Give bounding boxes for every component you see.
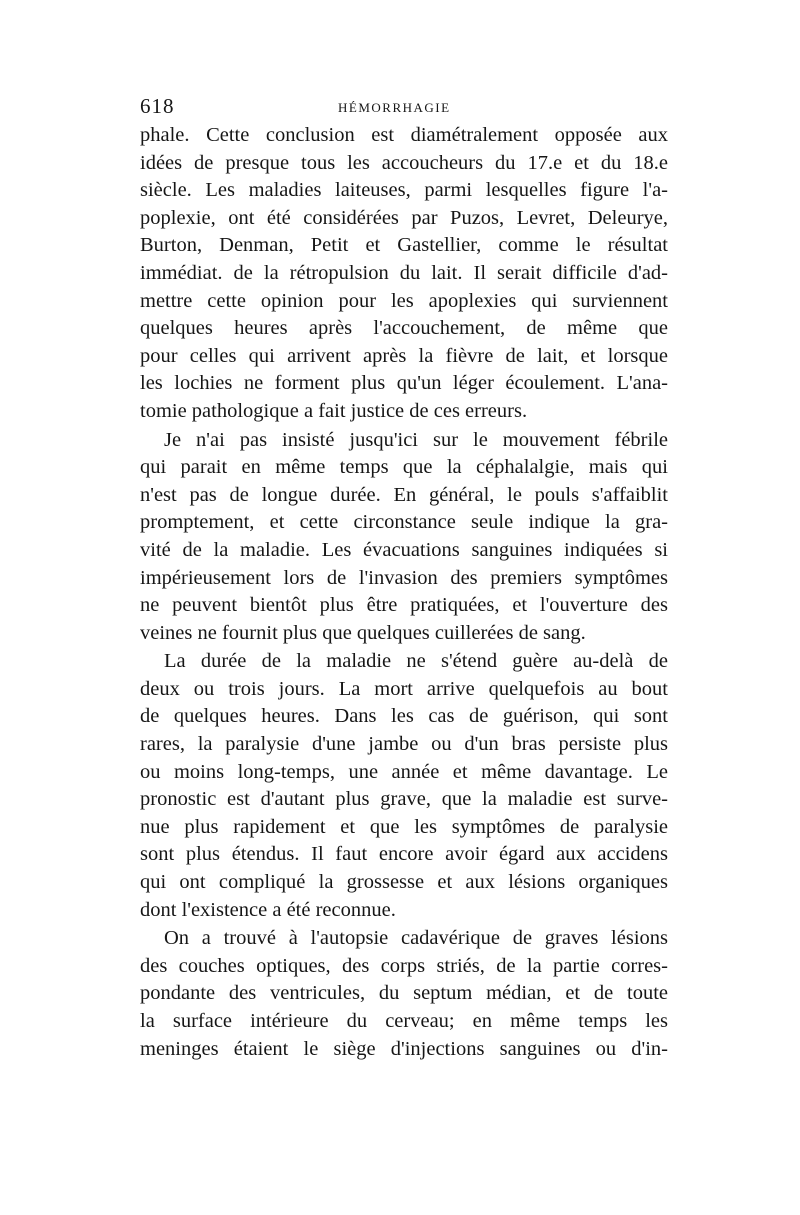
text-line: de quelques heures. Dans les cas de guérison, qui sont — [140, 705, 668, 728]
text-line: ou moins long-temps, une année et même davantage. Le — [140, 760, 668, 783]
running-title: HÉMORRHAGIE — [338, 100, 451, 115]
text-line: nue plus rapidement et que les symptômes de paralysie — [140, 815, 668, 838]
text-line: mettre cette opinion pour les apoplexies qui surviennent — [140, 289, 668, 312]
text-line: immédiat. de la rétropulsion du lait. Il serait difficile d'ad- — [140, 261, 668, 284]
text-line: qui parait en même temps que la céphalalgie, mais qui — [140, 456, 668, 479]
text-line: rares, la paralysie d'une jambe ou d'un bras persiste plus — [140, 733, 668, 756]
text-line: meninges étaient le siège d'injections sanguines ou d'in- — [140, 1037, 668, 1060]
text-line: la surface intérieure du cerveau; en même temps les — [140, 1010, 668, 1032]
text-line: ne peuvent bientôt plus être pratiquées, et l'ouverture des — [140, 594, 668, 617]
text-line: les lochies ne forment plus qu'un léger écoulement. L'ana- — [140, 372, 668, 395]
text-line: pour celles qui arrivent après la fièvre de lait, et lorsque — [140, 344, 668, 367]
text-line: veines ne fournit plus que quelques cuillerées de sang. — [140, 621, 586, 644]
text-line: Je n'ai pas insisté jusqu'ici sur le mouvement fébrile — [164, 428, 668, 451]
text-line: des couches optiques, des corps striés, de la partie corres- — [140, 954, 668, 977]
text-line: siècle. Les maladies laiteuses, parmi lesquelles figure l'a- — [140, 179, 668, 202]
text-line: On a trouvé à l'autopsie cadavérique de graves lésions — [164, 927, 668, 950]
text-line: poplexie, ont été considérées par Puzos, Levret, Deleurye, — [140, 206, 668, 229]
body-text — [140, 122, 668, 1063]
text-line: dont l'existence a été reconnue. — [140, 898, 396, 921]
text-line: La durée de la maladie ne s'étend guère au-delà de — [164, 650, 668, 673]
text-line: vité de la maladie. Les évacuations sanguines indiquées si — [140, 538, 668, 561]
text-line: pronostic est d'autant plus grave, que la maladie est surve- — [140, 788, 668, 811]
text-line: sont plus étendus. Il faut encore avoir égard aux accidens — [140, 843, 668, 866]
text-line: qui ont compliqué la grossesse et aux lésions organiques — [140, 871, 668, 894]
text-line: n'est pas de longue durée. En général, le pouls s'affaiblit — [140, 483, 668, 506]
text-line: Burton, Denman, Petit et Gastellier, comme le résultat — [140, 234, 668, 257]
text-line: pondante des ventricules, du septum médian, et de toute — [140, 982, 668, 1005]
page-number: 618 — [140, 94, 175, 118]
text-line: phale. Cette conclusion est diamétralement opposée aux — [140, 124, 668, 146]
text-line: idées de presque tous les accoucheurs du 17.e et du 18.e — [140, 151, 668, 174]
text-line: deux ou trois jours. La mort arrive quelquefois au bout — [140, 677, 668, 700]
text-line: impérieusement lors de l'invasion des premiers symptômes — [140, 566, 668, 589]
text-line: promptement, et cette circonstance seule indique la gra- — [140, 511, 668, 534]
text-line: quelques heures après l'accouchement, de même que — [140, 317, 668, 340]
page-header — [140, 94, 660, 124]
text-line: tomie pathologique a fait justice de ces erreurs. — [140, 399, 528, 422]
